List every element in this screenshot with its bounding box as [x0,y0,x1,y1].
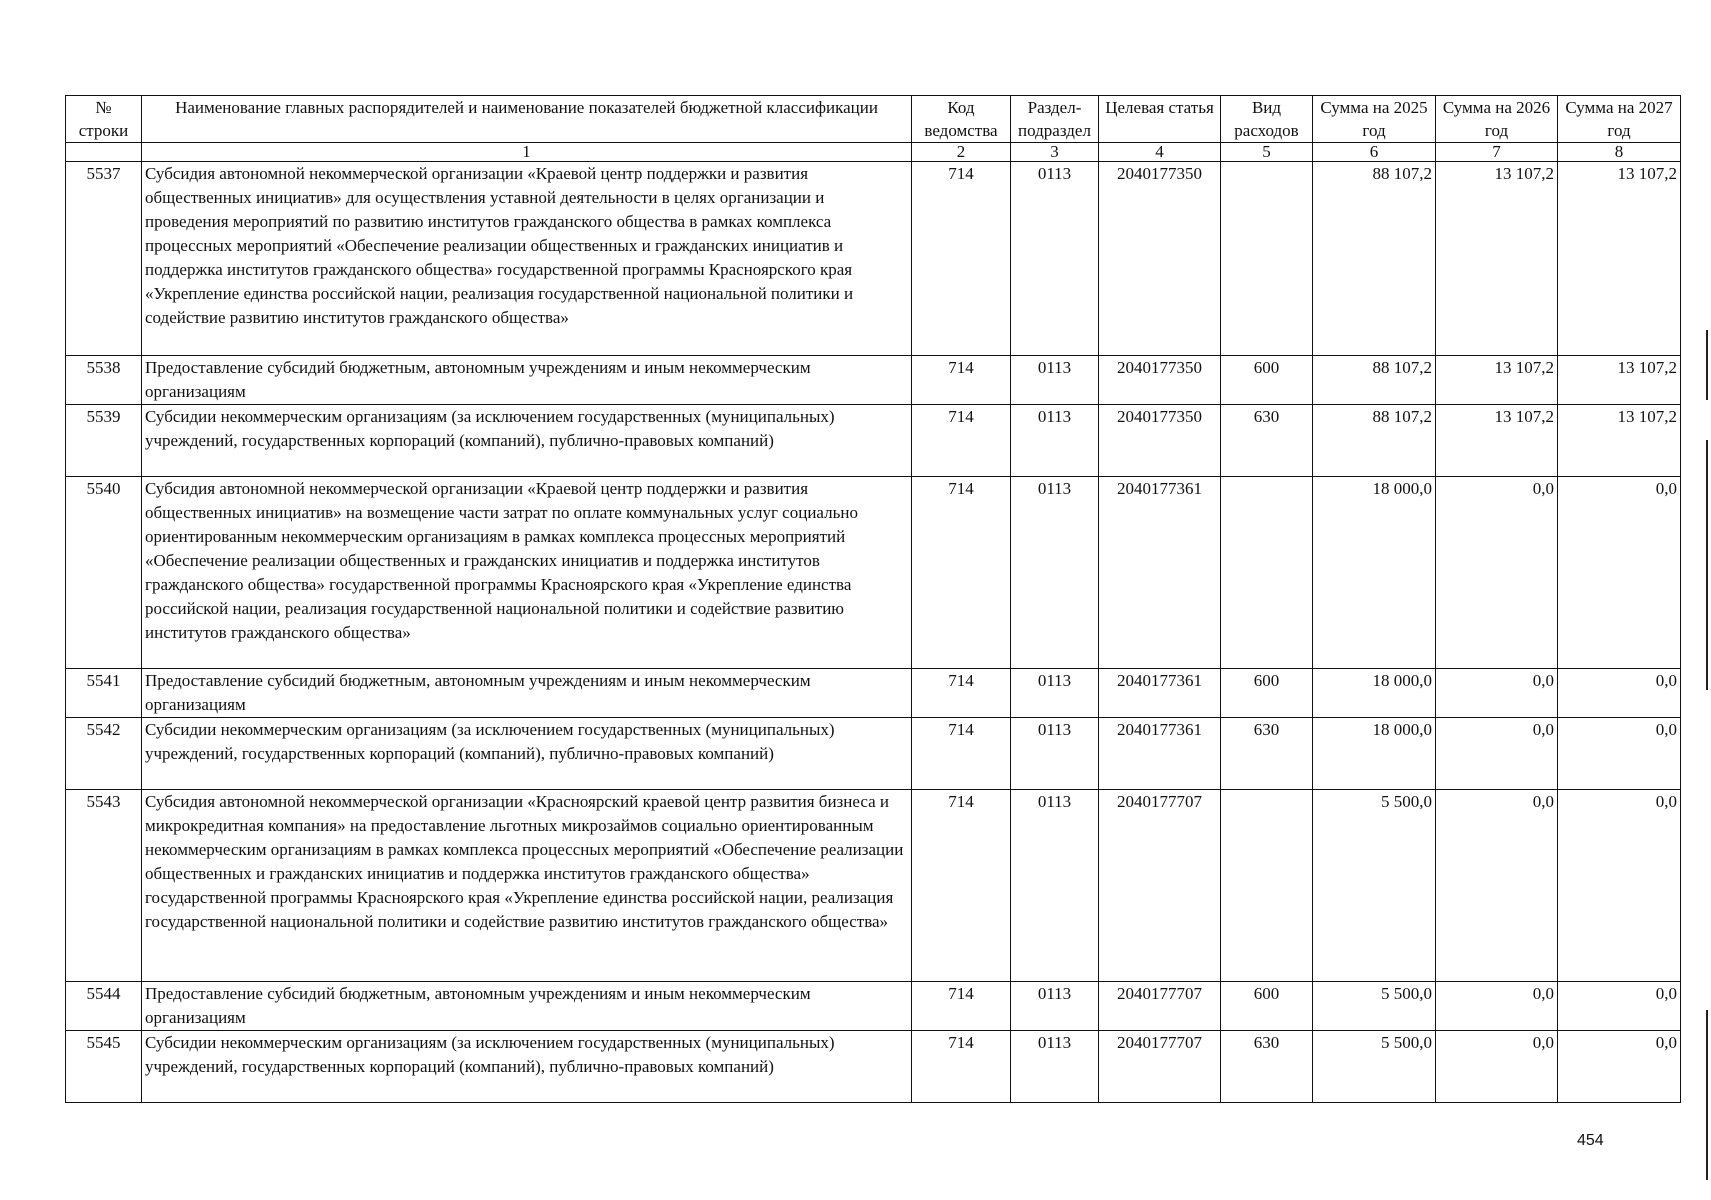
column-number: 2 [912,143,1011,162]
budget-table [65,95,1681,1103]
sum-2026: 0,0 [1436,669,1558,718]
ved-code: 714 [912,477,1011,669]
header-expense-type: Вид расходов [1221,96,1313,143]
expense-type: 630 [1221,718,1313,790]
column-number: 5 [1221,143,1313,162]
sum-2027: 13 107,2 [1558,162,1681,356]
row-number: 5540 [66,477,142,669]
section-code: 0113 [1011,982,1099,1031]
header-row [66,96,1681,143]
sum-2025: 5 500,0 [1313,1031,1436,1103]
table-row [66,405,1681,477]
expense-type [1221,477,1313,669]
header-section: Раздел-подраздел [1011,96,1099,143]
sum-2026: 13 107,2 [1436,162,1558,356]
target-article: 2040177707 [1099,982,1221,1031]
ved-code: 714 [912,162,1011,356]
row-number: 5538 [66,356,142,405]
row-name: Субсидия автономной некоммерческой организации «Красноярский краевой центр развития бизнеса и микрокредитная компания» на предоставление льготных микрозаймов социально ориентированным некоммерческим организациям в рамках комплекса процессных мероприятий «Обеспечение реализации общественных и гражданских инициатив и поддержка институтов гражданского общества» государственной программы Красноярского края «Укрепление единства российской нации, реализация государственной национальной политики и содействие развитию институтов гражданского общества» [142,790,912,982]
header-row-number: № строки [66,96,142,143]
sum-2026: 0,0 [1436,790,1558,982]
ved-code: 714 [912,669,1011,718]
table-row [66,718,1681,790]
column-number: 6 [1313,143,1436,162]
ved-code: 714 [912,718,1011,790]
expense-type [1221,790,1313,982]
ved-code: 714 [912,356,1011,405]
row-name: Субсидии некоммерческим организациям (за исключением государственных (муниципальных) учреждений, государственных корпораций (компаний), публично-правовых компаний) [142,405,912,477]
sum-2025: 88 107,2 [1313,405,1436,477]
section-code: 0113 [1011,356,1099,405]
sum-2025: 5 500,0 [1313,790,1436,982]
table-row [66,1031,1681,1103]
sum-2027: 0,0 [1558,1031,1681,1103]
sum-2027: 0,0 [1558,477,1681,669]
expense-type [1221,162,1313,356]
sum-2027: 13 107,2 [1558,405,1681,477]
sum-2026: 13 107,2 [1436,356,1558,405]
column-number: 4 [1099,143,1221,162]
expense-type: 600 [1221,669,1313,718]
scan-edge-mark [1706,330,1708,400]
section-code: 0113 [1011,162,1099,356]
header-sum-2025: Сумма на 2025 год [1313,96,1436,143]
header-sum-2026: Сумма на 2026 год [1436,96,1558,143]
ved-code: 714 [912,982,1011,1031]
section-code: 0113 [1011,477,1099,669]
target-article: 2040177361 [1099,477,1221,669]
sum-2026: 13 107,2 [1436,405,1558,477]
sum-2025: 18 000,0 [1313,669,1436,718]
target-article: 2040177361 [1099,718,1221,790]
header-ved-code: Код ведомства [912,96,1011,143]
sum-2026: 0,0 [1436,1031,1558,1103]
scan-edge-mark [1706,1010,1708,1180]
expense-type: 630 [1221,405,1313,477]
ved-code: 714 [912,790,1011,982]
section-code: 0113 [1011,669,1099,718]
ved-code: 714 [912,405,1011,477]
header-target-article: Целевая статья [1099,96,1221,143]
sum-2025: 18 000,0 [1313,477,1436,669]
sum-2027: 0,0 [1558,718,1681,790]
column-number: 1 [142,143,912,162]
column-number: 3 [1011,143,1099,162]
table-row [66,356,1681,405]
row-name: Субсидии некоммерческим организациям (за исключением государственных (муниципальных) учреждений, государственных корпораций (компаний), публично-правовых компаний) [142,718,912,790]
row-number: 5541 [66,669,142,718]
page-number: 454 [1577,1132,1604,1149]
target-article: 2040177361 [1099,669,1221,718]
target-article: 2040177350 [1099,356,1221,405]
target-article: 2040177350 [1099,405,1221,477]
row-number: 5539 [66,405,142,477]
sum-2025: 18 000,0 [1313,718,1436,790]
section-code: 0113 [1011,790,1099,982]
row-number: 5543 [66,790,142,982]
scan-edge-mark [1706,440,1708,690]
section-code: 0113 [1011,405,1099,477]
row-name: Субсидия автономной некоммерческой организации «Краевой центр поддержки и развития общественных инициатив» на возмещение части затрат по оплате коммунальных услуг социально ориентированным некоммерческим организациям в рамках комплекса процессных мероприятий «Обеспечение реализации общественных и гражданских инициатив и поддержка институтов гражданского общества» государственной программы Красноярского края «Укрепление единства российской нации, реализация государственной национальной политики и содействие развитию институтов гражданского общества» [142,477,912,669]
sum-2025: 88 107,2 [1313,162,1436,356]
sum-2026: 0,0 [1436,982,1558,1031]
sum-2026: 0,0 [1436,477,1558,669]
sum-2027: 13 107,2 [1558,356,1681,405]
expense-type: 600 [1221,982,1313,1031]
table-row [66,982,1681,1031]
sum-2027: 0,0 [1558,669,1681,718]
table-row [66,669,1681,718]
ved-code: 714 [912,1031,1011,1103]
expense-type: 600 [1221,356,1313,405]
target-article: 2040177707 [1099,1031,1221,1103]
column-number: 7 [1436,143,1558,162]
row-number: 5542 [66,718,142,790]
column-number [66,143,142,162]
header-name: Наименование главных распорядителей и наименование показателей бюджетной классификации [142,96,912,143]
column-number: 8 [1558,143,1681,162]
sum-2026: 0,0 [1436,718,1558,790]
column-number-row [66,143,1681,162]
header-sum-2027: Сумма на 2027 год [1558,96,1681,143]
expense-type: 630 [1221,1031,1313,1103]
row-number: 5544 [66,982,142,1031]
row-name: Субсидии некоммерческим организациям (за исключением государственных (муниципальных) учреждений, государственных корпораций (компаний), публично-правовых компаний) [142,1031,912,1103]
sum-2025: 88 107,2 [1313,356,1436,405]
sum-2027: 0,0 [1558,790,1681,982]
target-article: 2040177707 [1099,790,1221,982]
row-name: Субсидия автономной некоммерческой организации «Краевой центр поддержки и развития общественных инициатив» для осуществления уставной деятельности в целях организации и проведения мероприятий по развитию институтов гражданского общества в рамках комплекса процессных мероприятий «Обеспечение реализации общественных и гражданских инициатив и поддержка институтов гражданского общества» государственной программы Красноярского края «Укрепление единства российской нации, реализация государственной национальной политики и содействие развитию институтов гражданского общества» [142,162,912,356]
row-name: Предоставление субсидий бюджетным, автономным учреждениям и иным некоммерческим организациям [142,356,912,405]
target-article: 2040177350 [1099,162,1221,356]
section-code: 0113 [1011,1031,1099,1103]
section-code: 0113 [1011,718,1099,790]
row-number: 5537 [66,162,142,356]
sum-2025: 5 500,0 [1313,982,1436,1031]
table-row [66,162,1681,356]
row-name: Предоставление субсидий бюджетным, автономным учреждениям и иным некоммерческим организациям [142,982,912,1031]
table-row [66,790,1681,982]
sum-2027: 0,0 [1558,982,1681,1031]
row-name: Предоставление субсидий бюджетным, автономным учреждениям и иным некоммерческим организациям [142,669,912,718]
row-number: 5545 [66,1031,142,1103]
table-row [66,477,1681,669]
